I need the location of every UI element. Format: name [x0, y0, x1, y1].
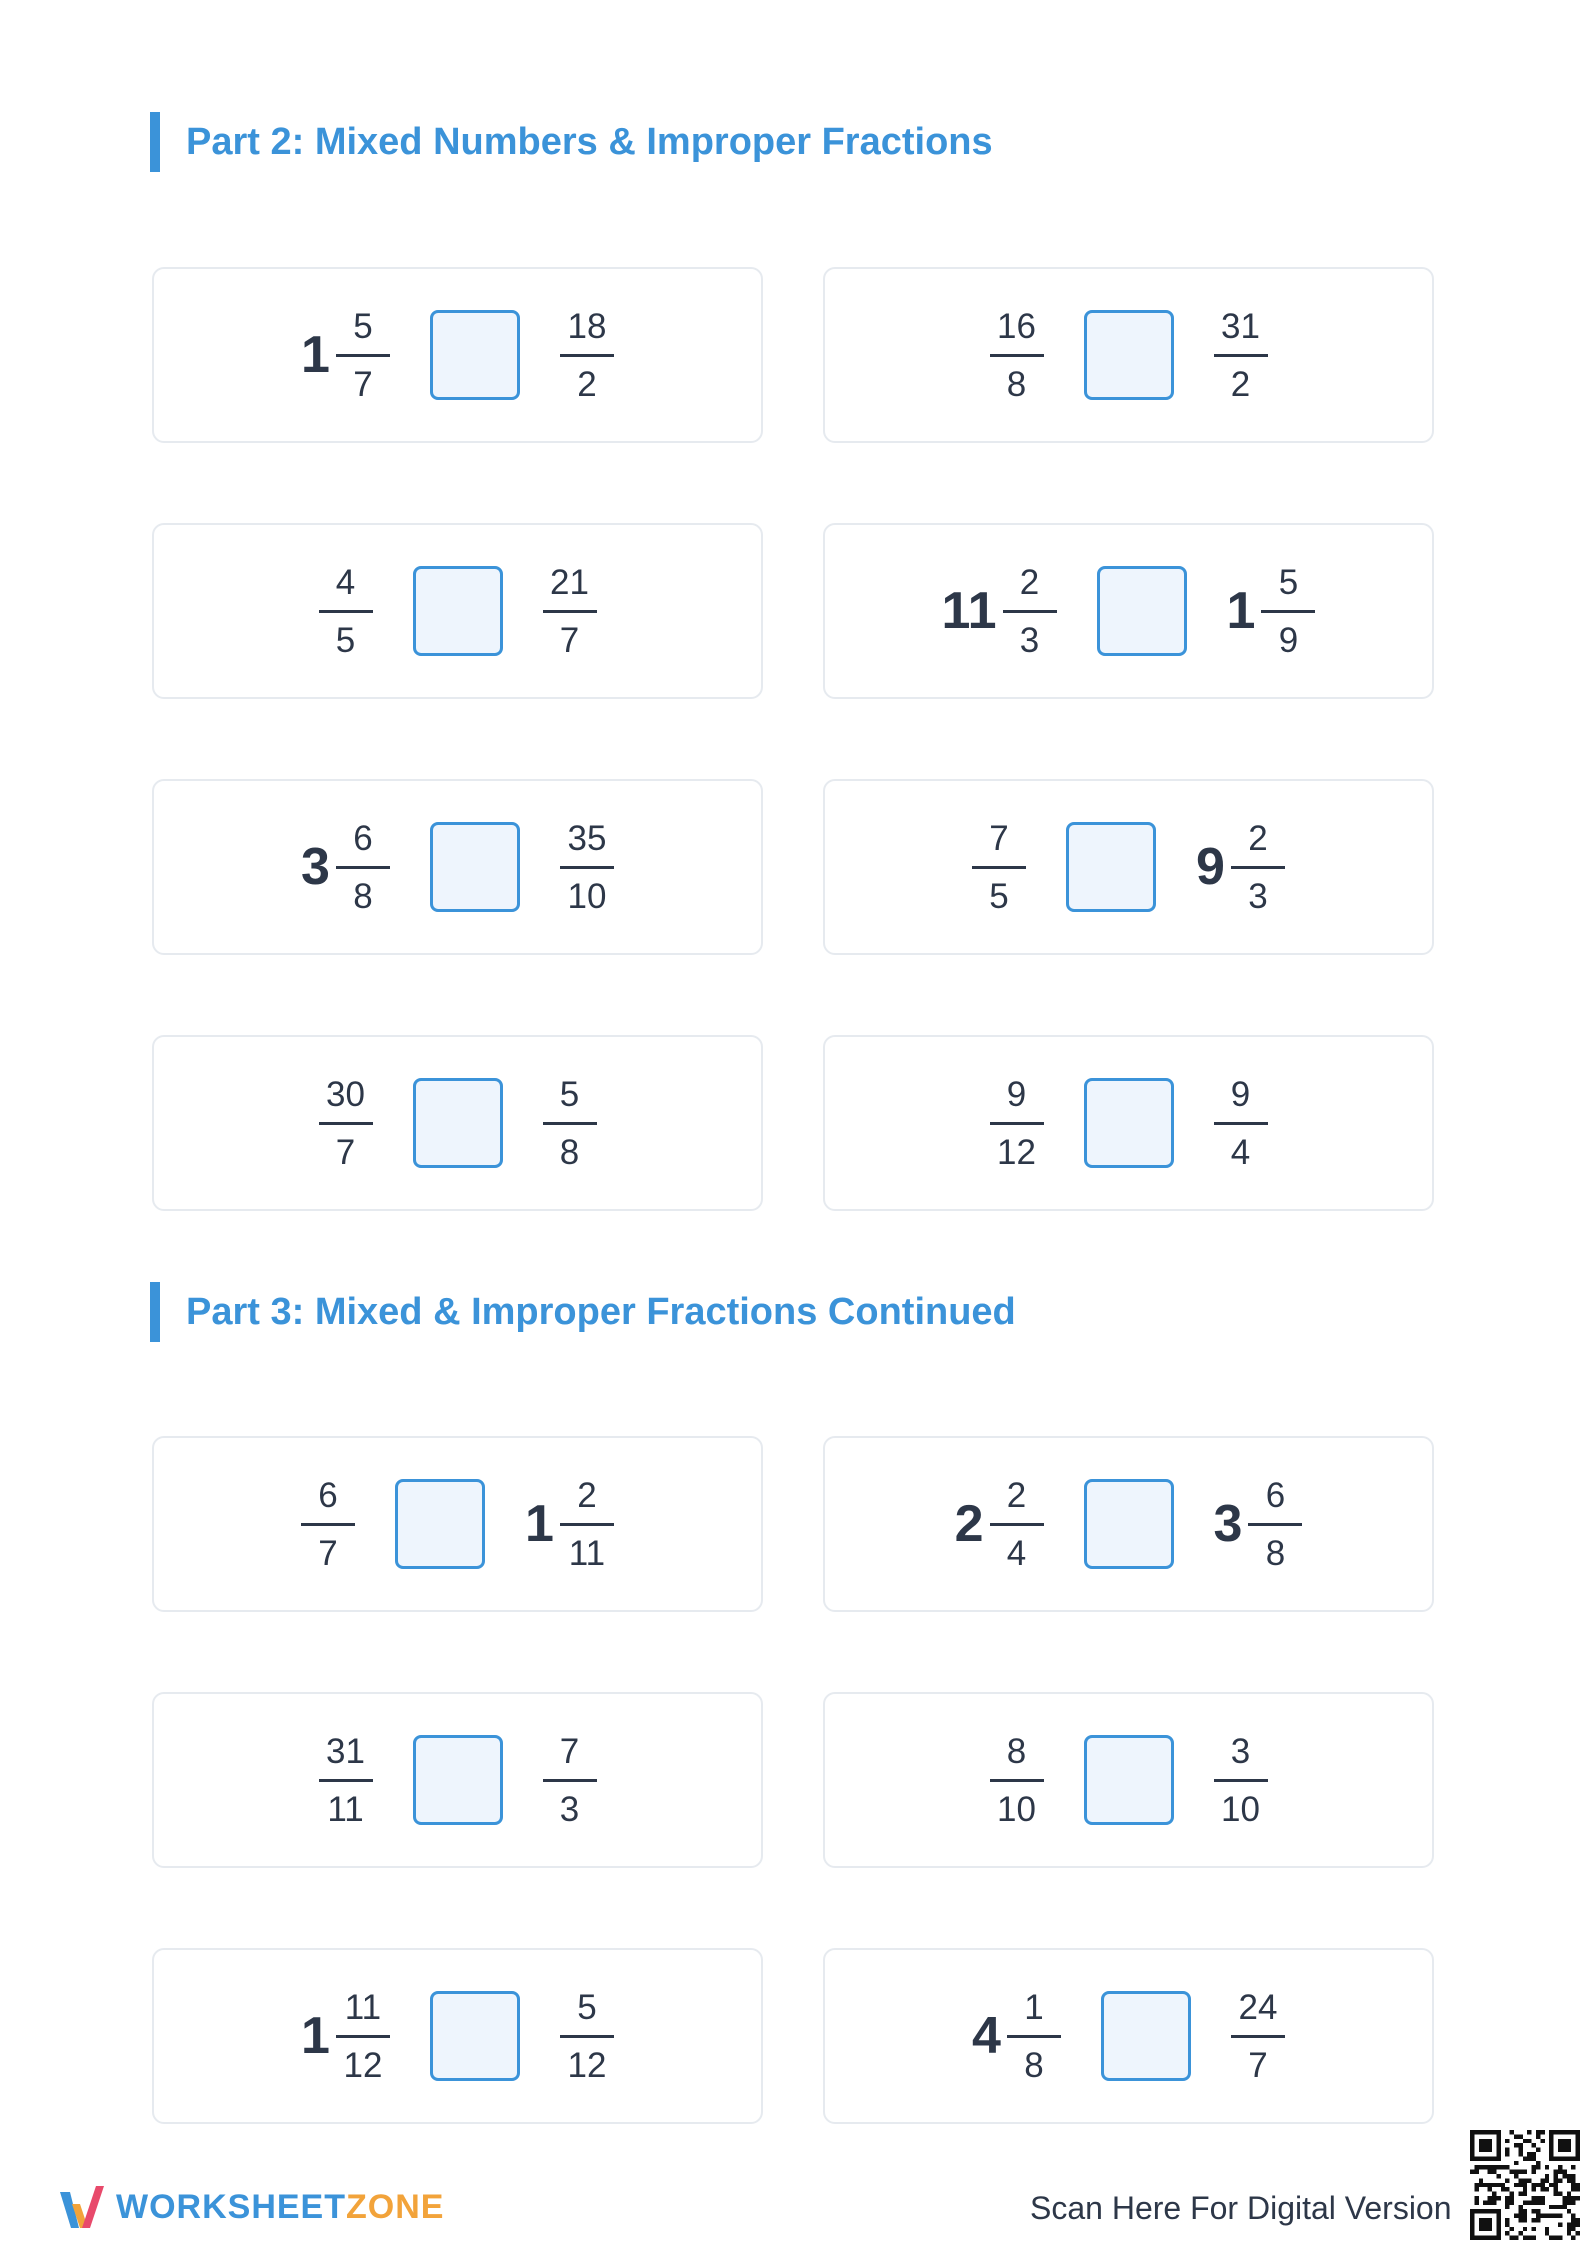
- answer-box[interactable]: [395, 1479, 485, 1569]
- denominator: 8: [1265, 1533, 1286, 1573]
- denominator: 4: [1006, 1533, 1027, 1573]
- problem-card: [152, 523, 763, 699]
- left-number: [990, 1074, 1044, 1172]
- fraction: [990, 306, 1044, 404]
- fraction: [1261, 562, 1315, 660]
- numerator: 3: [1230, 1731, 1251, 1771]
- denominator: 3: [1248, 876, 1268, 916]
- denominator: 10: [997, 1789, 1036, 1829]
- fraction: [301, 1475, 355, 1573]
- denominator: 8: [1024, 2045, 1044, 2085]
- fraction: [543, 1731, 597, 1829]
- numerator: 9: [1006, 1074, 1027, 1114]
- problem-card: [823, 1035, 1434, 1211]
- denominator: 9: [1278, 620, 1299, 660]
- answer-box[interactable]: [430, 1991, 520, 2081]
- numerator: 21: [550, 562, 589, 602]
- numerator: 5: [577, 1987, 597, 2027]
- left-number: [301, 306, 390, 404]
- answer-box[interactable]: [1097, 566, 1187, 656]
- denominator: 8: [353, 876, 373, 916]
- numerator: 16: [997, 306, 1036, 346]
- fraction: [560, 1987, 614, 2085]
- numerator: 5: [1278, 562, 1299, 602]
- numerator: 35: [567, 818, 607, 858]
- denominator: 12: [997, 1132, 1036, 1172]
- numerator: 2: [1248, 818, 1268, 858]
- numerator: 31: [1221, 306, 1260, 346]
- problem-grid-part-3: [152, 1436, 1434, 2124]
- whole-number: 3: [1213, 1495, 1243, 1553]
- denominator: 5: [989, 876, 1009, 916]
- right-number: [543, 562, 597, 660]
- fraction: [336, 1987, 390, 2085]
- right-number: [560, 1987, 614, 2085]
- denominator: 3: [559, 1789, 580, 1829]
- denominator: 10: [567, 876, 607, 916]
- left-number: [301, 818, 390, 916]
- fraction: [990, 1475, 1044, 1573]
- whole-number: 11: [941, 582, 997, 640]
- right-number: [525, 1475, 614, 1573]
- whole-number: 9: [1196, 838, 1225, 896]
- left-number: [319, 1731, 373, 1829]
- right-number: [560, 818, 614, 916]
- problem-card: [152, 1436, 763, 1612]
- left-number: [319, 1074, 373, 1172]
- section-title-part-3: Part 3: Mixed & Improper Fractions Continued: [150, 1282, 1016, 1342]
- denominator: 2: [577, 364, 597, 404]
- logo-text: [116, 2188, 444, 2227]
- qr-code-icon[interactable]: [1470, 2130, 1580, 2240]
- answer-box[interactable]: [1084, 310, 1174, 400]
- numerator: 31: [326, 1731, 365, 1771]
- fraction: [336, 306, 390, 404]
- numerator: 2: [1006, 1475, 1027, 1515]
- fraction: [1214, 306, 1268, 404]
- left-number: [990, 1731, 1044, 1829]
- fraction: [1248, 1475, 1302, 1573]
- left-number: [319, 562, 373, 660]
- section-title-part-2: Part 2: Mixed Numbers & Improper Fractions: [150, 112, 993, 172]
- denominator: 3: [1019, 620, 1040, 660]
- problem-card: [823, 779, 1434, 955]
- problem-card: [823, 1948, 1434, 2124]
- whole-number: 1: [301, 326, 330, 384]
- right-number: [1213, 1475, 1303, 1573]
- left-number: [954, 1475, 1044, 1573]
- right-number: [1214, 306, 1268, 404]
- numerator: 5: [353, 306, 373, 346]
- numerator: 6: [1265, 1475, 1286, 1515]
- numerator: 9: [1230, 1074, 1251, 1114]
- whole-number: 2: [954, 1495, 984, 1553]
- numerator: 30: [326, 1074, 365, 1114]
- right-number: [1226, 562, 1316, 660]
- answer-box[interactable]: [1084, 1735, 1174, 1825]
- answer-box[interactable]: [413, 566, 503, 656]
- denominator: 10: [1221, 1789, 1260, 1829]
- answer-box[interactable]: [430, 310, 520, 400]
- whole-number: 1: [1226, 582, 1256, 640]
- fraction: [972, 818, 1026, 916]
- denominator: 8: [1006, 364, 1027, 404]
- denominator: 11: [568, 1533, 606, 1573]
- fraction: [1003, 562, 1057, 660]
- numerator: 11: [344, 1987, 382, 2027]
- denominator: 11: [327, 1789, 364, 1829]
- right-number: [560, 306, 614, 404]
- answer-box[interactable]: [413, 1078, 503, 1168]
- right-number: [1214, 1731, 1268, 1829]
- answer-box[interactable]: [1066, 822, 1156, 912]
- denominator: 4: [1230, 1132, 1251, 1172]
- numerator: 8: [1006, 1731, 1027, 1771]
- problem-grid-part-2: [152, 267, 1434, 1211]
- fraction: [990, 1731, 1044, 1829]
- fraction: [560, 1475, 614, 1573]
- answer-box[interactable]: [1084, 1078, 1174, 1168]
- denominator: 7: [1248, 2045, 1268, 2085]
- whole-number: 4: [972, 2007, 1001, 2065]
- footer-logo[interactable]: [58, 2178, 444, 2236]
- fraction: [543, 1074, 597, 1172]
- problem-card: [152, 267, 763, 443]
- fraction: [1231, 818, 1285, 916]
- problem-card: [152, 1035, 763, 1211]
- denominator: 2: [1230, 364, 1251, 404]
- numerator: 18: [567, 306, 607, 346]
- fraction: [336, 818, 390, 916]
- numerator: 6: [318, 1475, 338, 1515]
- numerator: 7: [989, 818, 1009, 858]
- right-number: [543, 1731, 597, 1829]
- left-number: [990, 306, 1044, 404]
- right-number: [543, 1074, 597, 1172]
- logo-word-zone: ZONE: [346, 2187, 445, 2226]
- fraction: [543, 562, 597, 660]
- left-number: [941, 562, 1057, 660]
- left-number: [301, 1987, 390, 2085]
- denominator: 8: [559, 1132, 580, 1172]
- numerator: 5: [559, 1074, 580, 1114]
- left-number: [972, 818, 1026, 916]
- answer-box[interactable]: [1101, 1991, 1191, 2081]
- numerator: 7: [559, 1731, 580, 1771]
- answer-box[interactable]: [413, 1735, 503, 1825]
- right-number: [1231, 1987, 1285, 2085]
- fraction: [1231, 1987, 1285, 2085]
- whole-number: 3: [301, 838, 330, 896]
- logo-word-worksheet: WORKSHEET: [116, 2187, 346, 2226]
- whole-number: 1: [301, 2007, 330, 2065]
- left-number: [301, 1475, 355, 1573]
- answer-box[interactable]: [1084, 1479, 1174, 1569]
- denominator: 7: [559, 620, 580, 660]
- denominator: 12: [343, 2045, 383, 2085]
- answer-box[interactable]: [430, 822, 520, 912]
- denominator: 12: [567, 2045, 607, 2085]
- problem-card: [823, 1436, 1434, 1612]
- fraction: [319, 1074, 373, 1172]
- fraction: [1214, 1074, 1268, 1172]
- left-number: [972, 1987, 1061, 2085]
- denominator: 7: [318, 1533, 338, 1573]
- worksheetzone-logo-icon: [58, 2178, 106, 2236]
- problem-card: [152, 1692, 763, 1868]
- fraction: [990, 1074, 1044, 1172]
- numerator: 2: [577, 1475, 597, 1515]
- whole-number: 1: [525, 1495, 554, 1553]
- right-number: [1214, 1074, 1268, 1172]
- problem-card: [823, 523, 1434, 699]
- fraction: [1007, 1987, 1061, 2085]
- denominator: 7: [353, 364, 373, 404]
- numerator: 24: [1238, 1987, 1278, 2027]
- numerator: 4: [335, 562, 356, 602]
- scan-text: Scan Here For Digital Version: [1030, 2190, 1452, 2226]
- denominator: 7: [335, 1132, 356, 1172]
- numerator: 2: [1019, 562, 1040, 602]
- fraction: [560, 818, 614, 916]
- denominator: 5: [335, 620, 356, 660]
- fraction: [560, 306, 614, 404]
- problem-card: [823, 267, 1434, 443]
- problem-card: [152, 1948, 763, 2124]
- problem-card: [823, 1692, 1434, 1868]
- fraction: [319, 1731, 373, 1829]
- numerator: 6: [353, 818, 373, 858]
- numerator: 1: [1024, 1987, 1044, 2027]
- fraction: [319, 562, 373, 660]
- right-number: [1196, 818, 1285, 916]
- problem-card: [152, 779, 763, 955]
- fraction: [1214, 1731, 1268, 1829]
